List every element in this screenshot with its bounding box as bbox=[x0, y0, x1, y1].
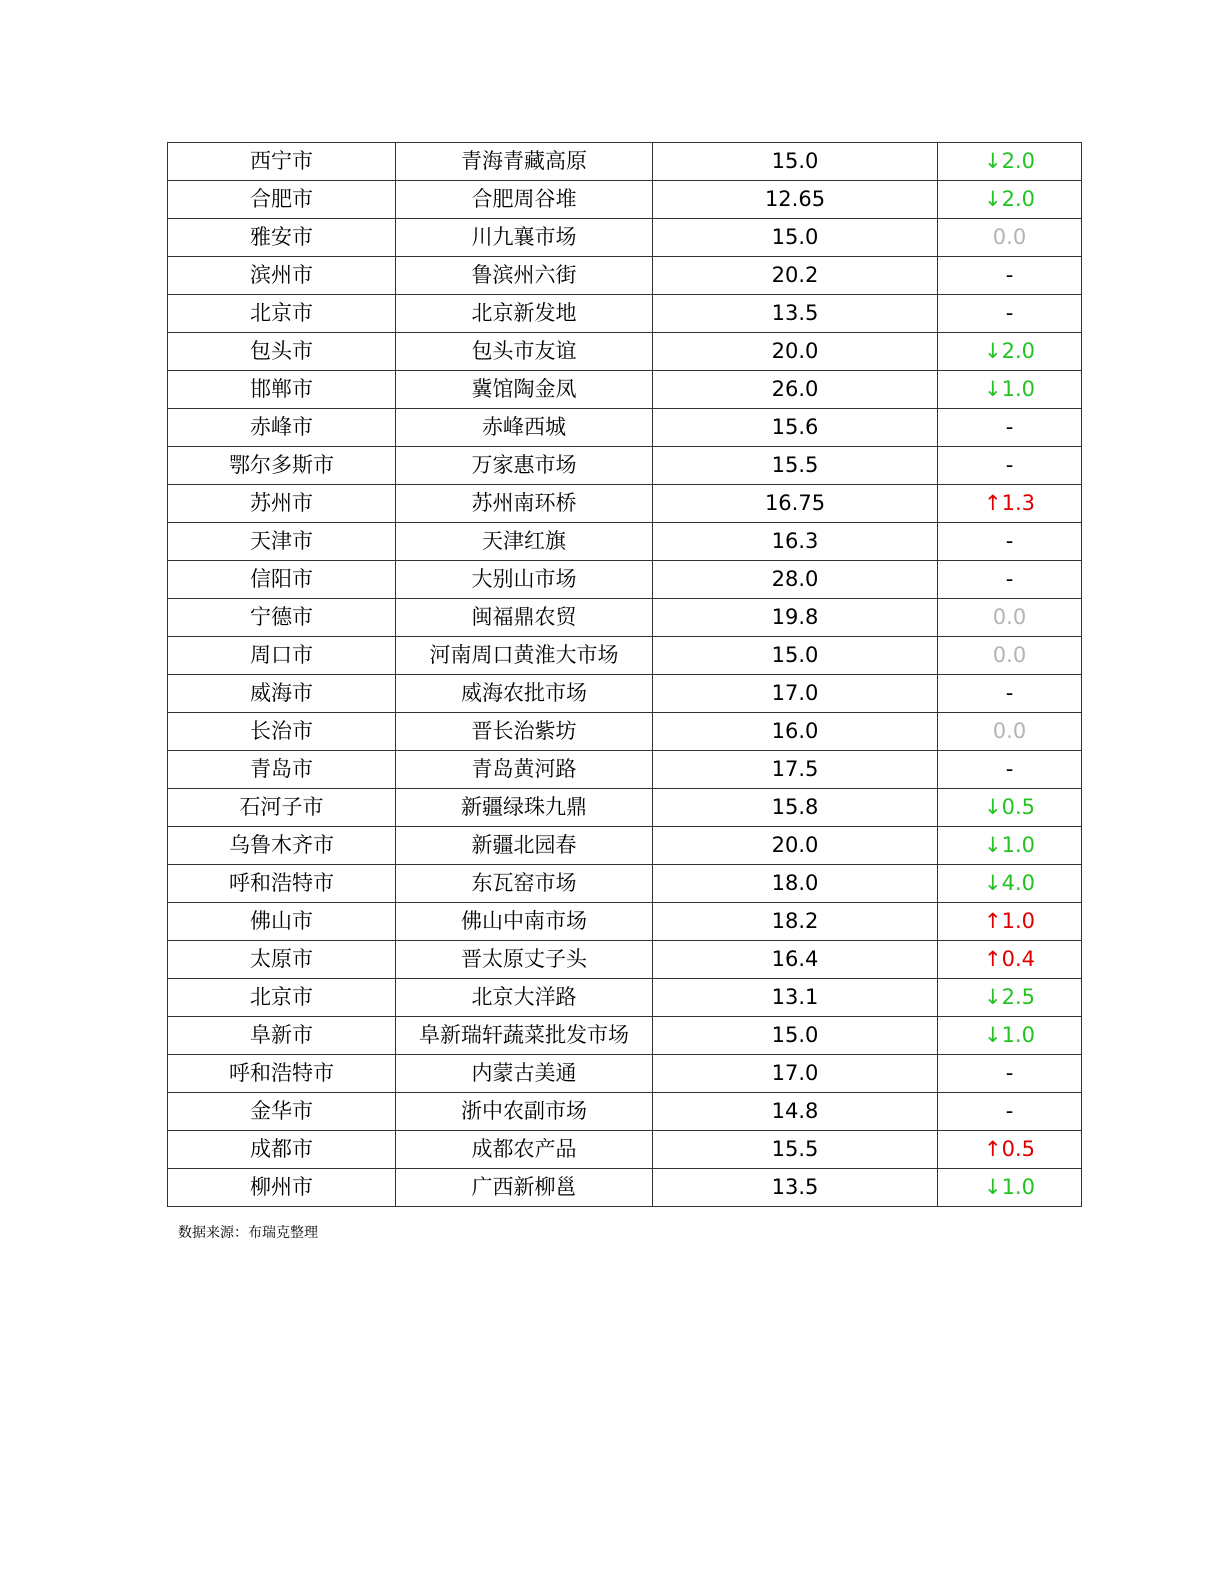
market-cell: 青海青藏高原 bbox=[396, 143, 653, 181]
market-cell: 成都农产品 bbox=[396, 1131, 653, 1169]
table-row bbox=[168, 181, 1082, 219]
city-cell: 佛山市 bbox=[168, 903, 396, 941]
table-row bbox=[168, 333, 1082, 371]
change-cell: - bbox=[938, 1055, 1082, 1093]
table-row bbox=[168, 1093, 1082, 1131]
price-cell: 15.5 bbox=[653, 447, 938, 485]
change-cell: - bbox=[938, 751, 1082, 789]
price-cell: 15.0 bbox=[653, 143, 938, 181]
market-cell: 东瓦窑市场 bbox=[396, 865, 653, 903]
market-cell: 新疆北园春 bbox=[396, 827, 653, 865]
market-cell: 北京新发地 bbox=[396, 295, 653, 333]
market-cell: 川九襄市场 bbox=[396, 219, 653, 257]
city-cell: 呼和浩特市 bbox=[168, 1055, 396, 1093]
price-cell: 17.0 bbox=[653, 675, 938, 713]
city-cell: 邯郸市 bbox=[168, 371, 396, 409]
table-row bbox=[168, 257, 1082, 295]
city-cell: 宁德市 bbox=[168, 599, 396, 637]
change-cell: - bbox=[938, 295, 1082, 333]
city-cell: 合肥市 bbox=[168, 181, 396, 219]
price-cell: 15.0 bbox=[653, 637, 938, 675]
change-cell: ↓1.0 bbox=[938, 1169, 1082, 1207]
city-cell: 长治市 bbox=[168, 713, 396, 751]
change-cell: 0.0 bbox=[938, 637, 1082, 675]
price-cell: 17.0 bbox=[653, 1055, 938, 1093]
market-cell: 广西新柳邕 bbox=[396, 1169, 653, 1207]
change-cell: 0.0 bbox=[938, 599, 1082, 637]
price-cell: 15.0 bbox=[653, 219, 938, 257]
market-cell: 威海农批市场 bbox=[396, 675, 653, 713]
price-cell: 13.5 bbox=[653, 295, 938, 333]
table-row bbox=[168, 789, 1082, 827]
city-cell: 天津市 bbox=[168, 523, 396, 561]
city-cell: 成都市 bbox=[168, 1131, 396, 1169]
market-cell: 天津红旗 bbox=[396, 523, 653, 561]
table-row bbox=[168, 447, 1082, 485]
change-cell: - bbox=[938, 257, 1082, 295]
market-cell: 北京大洋路 bbox=[396, 979, 653, 1017]
change-cell: ↑0.5 bbox=[938, 1131, 1082, 1169]
table-row bbox=[168, 409, 1082, 447]
table-row bbox=[168, 979, 1082, 1017]
table-row bbox=[168, 1055, 1082, 1093]
change-cell: - bbox=[938, 523, 1082, 561]
table-body bbox=[168, 143, 1082, 1207]
city-cell: 威海市 bbox=[168, 675, 396, 713]
city-cell: 石河子市 bbox=[168, 789, 396, 827]
change-cell: - bbox=[938, 409, 1082, 447]
table-row bbox=[168, 903, 1082, 941]
change-cell: ↓2.0 bbox=[938, 143, 1082, 181]
change-cell: - bbox=[938, 447, 1082, 485]
change-cell: ↓1.0 bbox=[938, 827, 1082, 865]
price-cell: 20.0 bbox=[653, 333, 938, 371]
table-row bbox=[168, 827, 1082, 865]
price-cell: 15.0 bbox=[653, 1017, 938, 1055]
market-cell: 闽福鼎农贸 bbox=[396, 599, 653, 637]
change-cell: 0.0 bbox=[938, 219, 1082, 257]
change-cell: ↓2.5 bbox=[938, 979, 1082, 1017]
city-cell: 滨州市 bbox=[168, 257, 396, 295]
price-cell: 26.0 bbox=[653, 371, 938, 409]
change-cell: - bbox=[938, 675, 1082, 713]
market-price-table bbox=[167, 142, 1082, 1207]
city-cell: 呼和浩特市 bbox=[168, 865, 396, 903]
price-cell: 13.1 bbox=[653, 979, 938, 1017]
market-cell: 佛山中南市场 bbox=[396, 903, 653, 941]
price-cell: 15.6 bbox=[653, 409, 938, 447]
price-cell: 18.2 bbox=[653, 903, 938, 941]
city-cell: 信阳市 bbox=[168, 561, 396, 599]
city-cell: 柳州市 bbox=[168, 1169, 396, 1207]
city-cell: 北京市 bbox=[168, 979, 396, 1017]
market-cell: 阜新瑞轩蔬菜批发市场 bbox=[396, 1017, 653, 1055]
change-cell: ↓0.5 bbox=[938, 789, 1082, 827]
price-cell: 16.75 bbox=[653, 485, 938, 523]
table-row bbox=[168, 941, 1082, 979]
table-row bbox=[168, 219, 1082, 257]
market-cell: 内蒙古美通 bbox=[396, 1055, 653, 1093]
market-cell: 晋太原丈子头 bbox=[396, 941, 653, 979]
city-cell: 鄂尔多斯市 bbox=[168, 447, 396, 485]
table-row bbox=[168, 1131, 1082, 1169]
price-cell: 16.4 bbox=[653, 941, 938, 979]
market-cell: 合肥周谷堆 bbox=[396, 181, 653, 219]
city-cell: 包头市 bbox=[168, 333, 396, 371]
table-row bbox=[168, 865, 1082, 903]
change-cell: ↓2.0 bbox=[938, 333, 1082, 371]
city-cell: 阜新市 bbox=[168, 1017, 396, 1055]
price-cell: 20.2 bbox=[653, 257, 938, 295]
table-row bbox=[168, 295, 1082, 333]
price-cell: 28.0 bbox=[653, 561, 938, 599]
city-cell: 西宁市 bbox=[168, 143, 396, 181]
change-cell: - bbox=[938, 1093, 1082, 1131]
price-cell: 15.8 bbox=[653, 789, 938, 827]
table-row bbox=[168, 637, 1082, 675]
price-cell: 14.8 bbox=[653, 1093, 938, 1131]
market-cell: 浙中农副市场 bbox=[396, 1093, 653, 1131]
market-cell: 河南周口黄淮大市场 bbox=[396, 637, 653, 675]
source-note: 数据来源：布瑞克整理 bbox=[178, 1225, 318, 1241]
change-cell: ↑0.4 bbox=[938, 941, 1082, 979]
city-cell: 金华市 bbox=[168, 1093, 396, 1131]
table-row bbox=[168, 371, 1082, 409]
market-cell: 鲁滨州六街 bbox=[396, 257, 653, 295]
city-cell: 青岛市 bbox=[168, 751, 396, 789]
change-cell: ↓2.0 bbox=[938, 181, 1082, 219]
city-cell: 赤峰市 bbox=[168, 409, 396, 447]
table-row bbox=[168, 675, 1082, 713]
table-row bbox=[168, 561, 1082, 599]
table-row bbox=[168, 599, 1082, 637]
market-cell: 包头市友谊 bbox=[396, 333, 653, 371]
change-cell: ↓4.0 bbox=[938, 865, 1082, 903]
city-cell: 周口市 bbox=[168, 637, 396, 675]
price-cell: 19.8 bbox=[653, 599, 938, 637]
price-cell: 16.3 bbox=[653, 523, 938, 561]
change-cell: ↓1.0 bbox=[938, 371, 1082, 409]
price-cell: 16.0 bbox=[653, 713, 938, 751]
market-cell: 青岛黄河路 bbox=[396, 751, 653, 789]
table-row bbox=[168, 523, 1082, 561]
market-cell: 新疆绿珠九鼎 bbox=[396, 789, 653, 827]
price-cell: 15.5 bbox=[653, 1131, 938, 1169]
market-cell: 晋长治紫坊 bbox=[396, 713, 653, 751]
table-row bbox=[168, 1169, 1082, 1207]
table-row bbox=[168, 713, 1082, 751]
city-cell: 北京市 bbox=[168, 295, 396, 333]
table-row bbox=[168, 751, 1082, 789]
price-cell: 17.5 bbox=[653, 751, 938, 789]
market-cell: 大别山市场 bbox=[396, 561, 653, 599]
change-cell: ↑1.3 bbox=[938, 485, 1082, 523]
city-cell: 太原市 bbox=[168, 941, 396, 979]
market-cell: 冀馆陶金凤 bbox=[396, 371, 653, 409]
market-cell: 万家惠市场 bbox=[396, 447, 653, 485]
change-cell: - bbox=[938, 561, 1082, 599]
table-row bbox=[168, 143, 1082, 181]
city-cell: 苏州市 bbox=[168, 485, 396, 523]
table-row bbox=[168, 1017, 1082, 1055]
market-cell: 苏州南环桥 bbox=[396, 485, 653, 523]
price-cell: 20.0 bbox=[653, 827, 938, 865]
price-cell: 12.65 bbox=[653, 181, 938, 219]
city-cell: 雅安市 bbox=[168, 219, 396, 257]
change-cell: ↑1.0 bbox=[938, 903, 1082, 941]
price-cell: 13.5 bbox=[653, 1169, 938, 1207]
market-cell: 赤峰西城 bbox=[396, 409, 653, 447]
table-row bbox=[168, 485, 1082, 523]
change-cell: 0.0 bbox=[938, 713, 1082, 751]
change-cell: ↓1.0 bbox=[938, 1017, 1082, 1055]
price-cell: 18.0 bbox=[653, 865, 938, 903]
city-cell: 乌鲁木齐市 bbox=[168, 827, 396, 865]
